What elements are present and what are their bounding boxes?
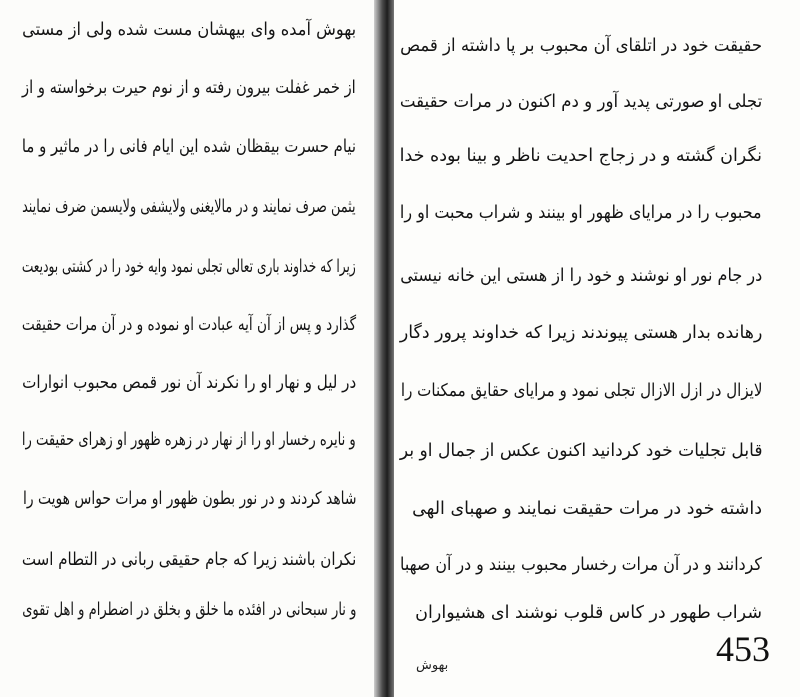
left-line-1: بهوش آمده وای بیهشان مست شده ولی از مستی: [21, 20, 356, 40]
right-line-10: کردانند و در آن مرات رخسار محبوب بینند و در آن صهبا: [400, 555, 762, 575]
right-line-11: شراب طهور در کاس قلوب نوشند ای هشیواران: [415, 603, 762, 623]
right-line-5: در جام نور او نوشند و خود را از هستی این خانه نیستی: [399, 266, 762, 286]
left-line-4: یثمن صرف نمایند و در مالایغنی ولایشفی ولایسمن ضرف نمایند: [22, 197, 356, 217]
right-line-8: قابل تجلیات خود کردانید اکنون عکس از جمال او بر: [399, 441, 762, 461]
left-line-6: گذارد و پس از آن آیه عبادت او نموده و در آن مرات حقیقت: [21, 315, 356, 335]
left-line-10: نکران باشند زیرا که جام حقیقی ربانی در التطام است: [21, 550, 356, 570]
left-line-7: در لیل و نهار او را نکرند آن نور قمص محبوب انوارات: [21, 373, 356, 393]
left-line-5: زیرا که خداوند باری تعالی تجلی نمود وایه خود را در کشتی بودیعت: [22, 257, 356, 277]
catchword: بهوش: [416, 658, 449, 673]
right-line-9: داشته خود در مرات حقیقت نمایند و صهبای الهی: [412, 499, 762, 519]
right-line-6: رهانده بدار هستی پیوندند زیرا که خداوند پرور دگار: [399, 323, 762, 343]
left-line-11: و نار سبحانی در افئده ما خلق و بخلق در اضطرام و اهل تقوی: [21, 600, 356, 620]
right-line-1: حقیقت خود در اتلقای آن محبوب بر پا داشته از قمص: [400, 36, 762, 56]
left-line-2: از خمر غفلت بیرون رفته و از نوم حیرت برخواسته و از: [22, 78, 356, 98]
page-number: 453: [716, 629, 770, 669]
left-line-3: نیام حسرت بیقظان شده این ایام فانی را در ماثیر و ما: [21, 137, 356, 157]
left-line-8: و نایره رخسار او را از نهار در زهره ظهور او زهرای حقیقت را: [22, 430, 356, 450]
right-line-2: تجلی او صورتی پدید آور و دم اکنون در مرات حقیقت: [399, 92, 762, 112]
left-page: [0, 0, 378, 697]
right-line-3: نگران گشته و در زجاج احدیت ناظر و بینا بوده خدا: [399, 146, 762, 166]
right-line-4: محبوب را در مرایای ظهور او بینند و شراب محبت او را: [400, 203, 762, 223]
left-line-9: شاهد کردند و در نور بطون ظهور او مرات حواس هویت را: [22, 489, 356, 509]
right-page: [394, 0, 800, 697]
right-line-7: لایزال در ازل الازال تجلی نمود و مرایای حقایق ممکنات را: [400, 381, 762, 401]
